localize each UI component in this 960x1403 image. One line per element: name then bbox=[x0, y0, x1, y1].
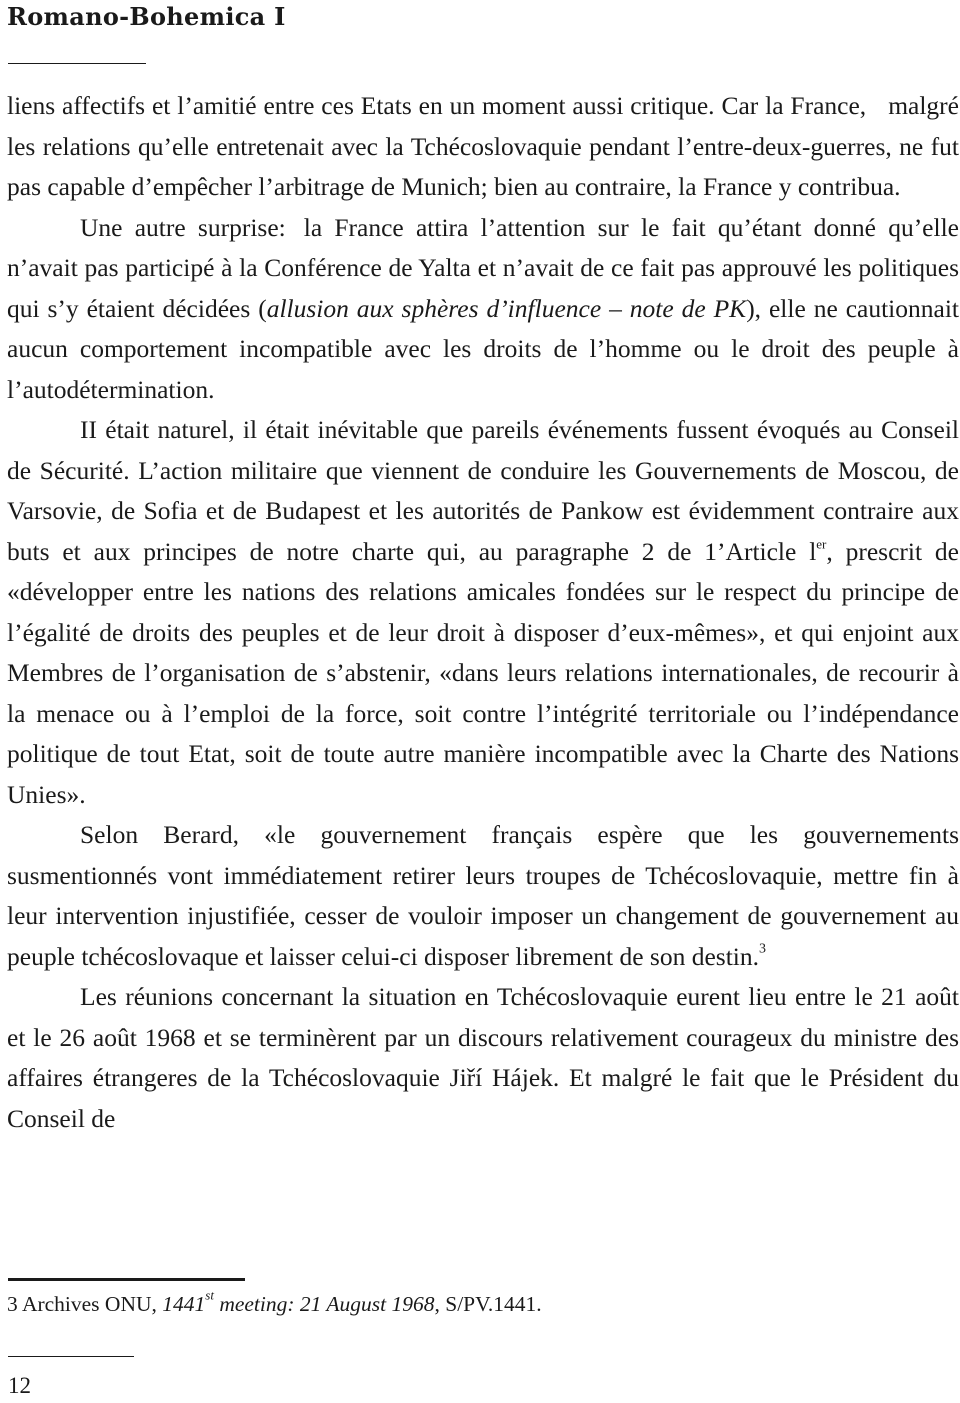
footnote-reference: 3 bbox=[759, 940, 767, 956]
footnote bbox=[7, 1289, 542, 1319]
page-number: 12 bbox=[8, 1373, 31, 1398]
paragraph-3 bbox=[7, 410, 959, 815]
paragraph-2-italic-note: note de PK bbox=[629, 293, 747, 323]
footnote-meeting-date: meeting: 21 August 1968 bbox=[213, 1292, 435, 1316]
footnote-prefix: 3 Archives ONU, bbox=[7, 1292, 163, 1316]
paragraph-2-body: la France attira l’attention sur le fait qu’étant donné qu’elle n’avait pas participé à la Conférence de Yalta et n’avait de ce fait pas approuvé les politiques qui s’y étaient décidées ( bbox=[7, 212, 959, 323]
article-superscript: er bbox=[816, 535, 827, 551]
body-text bbox=[7, 86, 959, 1139]
footer-rule bbox=[8, 1356, 134, 1357]
running-header: Romano-Bohemica I bbox=[7, 2, 286, 31]
paragraph-2-start: Une autre surprise: bbox=[80, 212, 286, 242]
paragraph-5 bbox=[7, 977, 959, 1139]
paragraph-2-end: ), elle ne cautionnait aucun comportement incompatible avec les droits de l’homme ou le droit des peuple à l’autodétermination. bbox=[7, 293, 960, 404]
footnote-ordinal: st bbox=[205, 1287, 214, 1303]
footnote-meeting-number: 1441 bbox=[162, 1292, 206, 1316]
paragraph-2-dash: – bbox=[601, 293, 630, 323]
paragraph-3-rest: , prescrit de «développer entre les nations des relations amicales fondées sur le respect du principe de l’égalité de droits des peuples et de leur droit à disposer d’eux-mêmes», et qui enjoint aux Membres de l’organisation de s’abstenir, «dans leurs relations internationales, de recourir à la menace ou à l’emploi de la force, soit contre l’intégrité territoriale ou l’indépendance politique de tout Etat, soit de toute autre manière incompatible avec la Charte des Nations Unies». bbox=[7, 536, 960, 809]
paragraph-1-start: liens affectifs et l’amitié entre ces Etats en un moment aussi critique. Car la France, bbox=[7, 91, 867, 120]
paragraph-4-text: Selon Berard, «le gouvernement français espère que les gouvernements susmentionnés vont immédiatement retirer leurs troupes de Tchécoslovaquie, mettre fin à leur intervention injustifiée, cesser de vouloir imposer un changement de gouvernement au peuple tchécoslovaque et laisser celui-ci disposer librement de son destin. bbox=[7, 820, 959, 971]
paragraph-1-rest: malgré les relations qu’elle entretenait avec la Tchécoslovaquie pendant l’entre-deux-guerres, ne fut pas capable d’empêcher l’arbitrage de Munich; bien au contraire, la France y contribua. bbox=[7, 91, 959, 201]
footnote-suffix: , S/PV.1441. bbox=[434, 1292, 542, 1316]
paragraph-2-italic-allusion: allusion aux sphères d’influence bbox=[266, 293, 602, 323]
paragraph-2 bbox=[7, 208, 959, 411]
footnote-rule bbox=[8, 1278, 245, 1281]
header-rule bbox=[8, 63, 146, 64]
paragraph-3-start: II était naturel, il était inévitable que pareils événements fussent évoqués au Conseil de Sécurité. L’action militaire que viennent de conduire les Gouvernements de Moscou, de Varsovie, de Sofia et de Budapest et les autorités de Pankow est évidemment contraire aux buts et aux principes de notre charte qui, au paragraphe 2 de 1’Article l bbox=[7, 415, 959, 566]
paragraph-1 bbox=[7, 86, 959, 208]
paragraph-4 bbox=[7, 815, 959, 977]
footnote-ordinal-superscript bbox=[205, 1287, 214, 1302]
paragraph-5-text: Les réunions concernant la situation en Tchécoslovaquie eurent lieu entre le 21 août et le 26 août 1968 et se terminèrent par un discours relativement courageux du ministre des affaires étrangeres de la Tchécoslovaquie Jiří Hájek. Et malgré le fait que le Président du Conseil de bbox=[7, 982, 959, 1133]
